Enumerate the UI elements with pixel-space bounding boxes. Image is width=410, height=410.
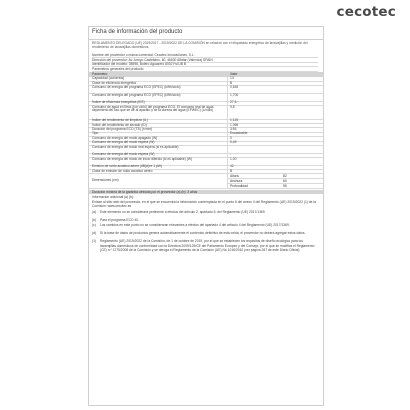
param-name: Consumo de energía del modo apagado (W): [92, 135, 158, 140]
dimension-name: Altura: [230, 173, 239, 178]
param-value: 3:55: [230, 126, 237, 131]
param-name: Consumo de energía del programa ECO (EPEC) (kWh/ciclo): [92, 84, 181, 89]
dimension-name: Profundidad: [230, 183, 248, 188]
regulation-intro: REGLAMENTO DELEGADO (UE) 2019/2017 - 2019/2022 DE LA COMISIÓN en relación con el etiquetado energético de lavavajillas y medición del rendimiento de lavavajillas domésticos.: [92, 41, 308, 50]
footnote-marker: (1): [92, 239, 97, 244]
param-value: 9,8: [230, 104, 235, 109]
param-name: Consumo de energía del modo real espera (si es aplicable): [92, 144, 179, 149]
param-name: Índice de eficiencia energética (IEE): [92, 100, 145, 105]
footnote-text: Reglamento (UE) 2019/2022 de la Comisión, de 1 de octubre de 2019, por el que se establecen los requisitos de diseño ecológico para los lavavajillas domésticos de conformidad con la Directiva 2009/125/CE del Parlamento Europeo y del Consejo, por el que se modifica el Reglamento (CE) n.º 1275/2008 de la Comisión y se deroga el Reglamento de la Comisión (UE) No 1016/2010 (ver página 267 de este Diario Oficial): [100, 239, 315, 252]
footnote-text: Este elemento no se considerará pertinente a efectos del artículo 2, apartado 6, del Reglamento (UE) 2017/1369.: [100, 209, 266, 214]
footnote-marker: (a): [92, 209, 97, 214]
column-divider: [227, 173, 228, 188]
dimension-value: 60: [283, 178, 287, 183]
additional-info-text: Enlace al sitio web del proveedor, en el que se encuentra la información contemplada en el punto 6 del anexo II del Reglamento (UE) 2019/2022 (1) de la Comisión: www.cecotec.es: [92, 199, 316, 208]
param-name: Consumo de energía del programa ECO (EPEC) (kWh/ciclo): [92, 92, 181, 97]
param-value: 0: [230, 135, 232, 140]
footnote-marker: (b): [92, 218, 97, 223]
value-header: Valor: [230, 72, 238, 77]
param-value: 1,115: [230, 118, 239, 123]
dimension-value: 82: [283, 173, 287, 178]
supplier-name-row: Nombre del proveedor o marca comercial: Cecotec Innovaciones, S.L.: [92, 53, 318, 58]
param-value: -: [230, 152, 232, 157]
param-name: Consumo de energía del modo de inicio diferido (si es aplicable) (W): [92, 156, 193, 161]
column-divider: [227, 77, 228, 174]
sheet-title: Ficha de información del producto: [92, 29, 183, 35]
additional-info-label: Información adicional (a) (b):: [92, 195, 134, 200]
warranty-text: Duración mínima de la garantía ofrecida por el proveedor (a) (b): 3 años: [92, 190, 198, 195]
footnote-marker: (c): [92, 222, 96, 227]
param-name: Consumo de energía del modo espera (W): [92, 152, 155, 157]
param-value: B: [230, 168, 233, 173]
dimension-value: 55: [283, 183, 287, 188]
footnote-marker: (d): [92, 231, 97, 236]
param-value: 27,6: [230, 100, 237, 105]
param-value: 0,49: [230, 140, 237, 145]
param-name: Consumo de energía del modo espera (W): [92, 140, 155, 145]
brand-logo: cecotec: [336, 4, 396, 20]
param-value: 14: [230, 76, 234, 81]
param-name: Emisión de ruido acústico aéreo (dB(A)re 1 pW): [92, 164, 162, 169]
param-header: Parámetro: [92, 72, 108, 77]
warranty-band: [89, 190, 323, 195]
param-value: Encastrable: [230, 131, 248, 136]
param-name: Consumo de agua en litros (por ciclo) del programa ECO. El consumo real de agua dependerá del uso que se dé al aparato y de la dureza del agua (EPWEC) (L/ciclo): [92, 104, 214, 113]
param-name: Índice del rendimiento de secado (ID): [92, 122, 147, 127]
param-value: 42: [230, 164, 234, 169]
param-value: 0,645: [230, 84, 239, 89]
param-name: Tipo: [92, 131, 99, 136]
dimensions-label: Dimensiones (cm): [92, 177, 119, 182]
param-name: Duración del programa ECO (TS) (h:mm): [92, 126, 153, 131]
param-name: Clase de emisión de ruido acústico aéreo: [92, 168, 153, 173]
footnote-text: Si la base de datos de productos genera automáticamente el contenido definitivo de esta celda, el proveedor no deberá agregar estos datos.: [100, 231, 306, 236]
section-label: Parámetros generales del producto: [92, 67, 318, 72]
model-identifier-row: Identificador del modelo: 08596, Bolero Aguazero 8002 Full-IB B: [92, 62, 318, 67]
product-sheet: [88, 26, 324, 406]
dimension-name: Anchura: [230, 178, 243, 183]
footnote-text: Los cambios en este punto no se consideraran relevantes a efectos del apartado 4 del artículo 4 del Reglamento (UE) 2017/1369.: [100, 222, 290, 227]
param-value: 1,700: [230, 92, 239, 97]
param-name: Clase de eficiencia energética: [92, 80, 136, 85]
param-name: Índice del rendimiento de limpieza (IL): [92, 118, 148, 123]
footnote-text: Para el programa ECO 40.: [100, 218, 140, 223]
param-name: Capacidad (cubiertos): [92, 76, 125, 81]
param-value: 1,00: [230, 156, 237, 161]
param-value: 1,065: [230, 122, 239, 127]
title-divider: [89, 39, 323, 40]
supplier-address-row: Dirección del proveedor: Av. Arroyo Castellano, 60, 46630 Alfafar (Valencia) SPAIN: [92, 58, 318, 63]
param-value: B: [230, 80, 233, 85]
dimension-row: [227, 183, 323, 189]
